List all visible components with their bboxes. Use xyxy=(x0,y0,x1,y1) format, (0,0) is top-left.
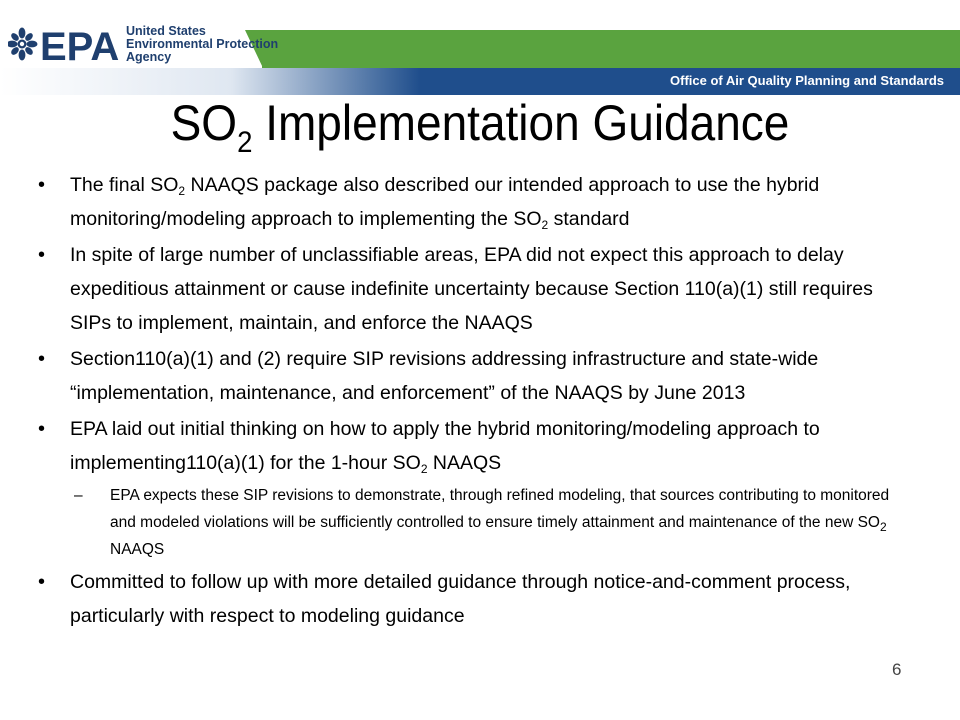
bullet-4-sub: 2 xyxy=(420,462,428,476)
header-green-band xyxy=(262,30,960,68)
sub-bullet-dash: – xyxy=(74,487,83,504)
bullet-1 xyxy=(38,168,898,236)
epa-logo xyxy=(8,22,278,66)
office-name: Office of Air Quality Planning and Standards xyxy=(670,73,944,88)
bullet-5 xyxy=(38,565,898,633)
bullet-list xyxy=(38,168,898,635)
title-pre: SO xyxy=(170,95,238,151)
title-subscript: 2 xyxy=(237,126,253,159)
bullet-3 xyxy=(38,342,898,410)
bullet-1-text-b: NAAQS package also described our intended approach to use the hybrid monitoring/modeling approach to implementing the SO xyxy=(70,174,820,230)
bullet-1-sub-a: 2 xyxy=(178,184,186,198)
bullet-3-text: Section110(a)(1) and (2) require SIP revisions addressing infrastructure and state-wide “implementation, maintenance, and enforcement” of the NAAQS by June 2013 xyxy=(70,348,819,404)
agency-name xyxy=(126,25,278,64)
sub-bullet-1 xyxy=(38,482,898,563)
slide-title xyxy=(38,92,921,159)
sub-bullet-1-text-a: EPA expects these SIP revisions to demonstrate, through refined modeling, that sources contributing to monitored and modeled violations will be sufficiently controlled to ensure timely attainment and maintenance of the new SO xyxy=(110,487,890,531)
page-number: 6 xyxy=(892,660,902,679)
bullet-4 xyxy=(38,412,898,480)
bullet-1-text-c: standard xyxy=(548,208,630,230)
bullet-2-text: In spite of large number of unclassifiable areas, EPA did not expect this approach to delay expeditious attainment or cause indefinite uncertainty because Section 110(a)(1) still requires SIPs to implement, maintain, and enforce the NAAQS xyxy=(70,244,873,334)
logo-wordmark: EPA xyxy=(40,25,120,66)
header-banner xyxy=(0,0,960,96)
bullet-dot: • xyxy=(38,418,46,440)
header-blue-gradient xyxy=(0,68,420,95)
bullet-5-text: Committed to follow up with more detailed guidance through notice-and-comment process, particularly with respect to modeling guidance xyxy=(70,571,851,627)
agency-line-2: Environmental Protection xyxy=(126,36,279,51)
agency-line-1: United States xyxy=(126,23,206,38)
title-post: Implementation Guidance xyxy=(252,95,790,151)
bullet-4-text-a: EPA laid out initial thinking on how to apply the hybrid monitoring/modeling approach to implementing110(a)(1) for the 1-hour SO xyxy=(70,418,820,474)
epa-flower-logo-icon xyxy=(8,22,120,66)
bullet-4-text-b: NAAQS xyxy=(427,452,502,474)
sub-bullet-1-sub: 2 xyxy=(879,520,887,534)
bullet-dot: • xyxy=(38,348,46,370)
bullet-1-sub-b: 2 xyxy=(541,218,549,232)
agency-line-3: Agency xyxy=(126,49,172,64)
bullet-dot: • xyxy=(38,244,46,266)
bullet-dot: • xyxy=(38,571,46,593)
sub-bullet-1-text-b: NAAQS xyxy=(110,541,165,558)
bullet-2 xyxy=(38,238,898,340)
bullet-dot: • xyxy=(38,174,46,196)
bullet-1-text-a: The final SO xyxy=(70,174,179,196)
